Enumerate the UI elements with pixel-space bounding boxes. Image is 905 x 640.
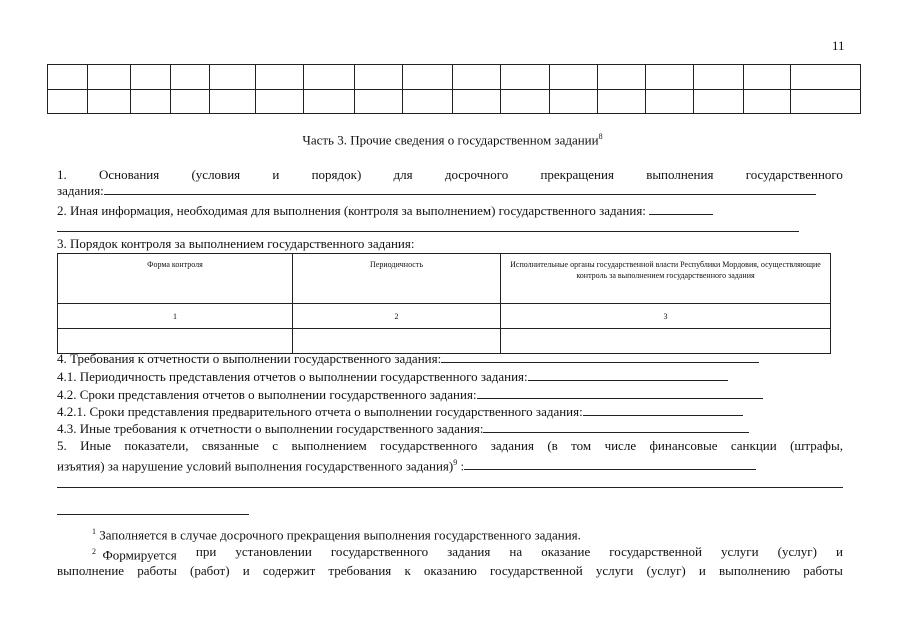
footnote-1: $^1$ Заполняется в случае досрочного прекращения выполнения государственного задания. [92,527,581,543]
column-number: 3 [501,304,831,329]
item-4-2-1: 4.2.1. Сроки представления предварительного отчета о выполнении государственного задания: [57,404,743,420]
footnote-mark: 2 [92,547,96,556]
fill-line [464,458,756,470]
fill-line [649,203,713,215]
footnote-ref: 8 [598,132,603,141]
page-number: 11 [832,38,845,53]
item-4-2: 4.2. Сроки представления отчетов о выполнении государственного задания: [57,387,763,403]
column-header: Исполнительные органы государственной власти Республики Мордовия, осуществляющие контроль за выполнением государственного задания [501,254,831,304]
blank-rule [57,231,799,232]
column-header: Форма контроля [58,254,293,304]
column-header: Периодичность [293,254,501,304]
fill-line [477,387,763,399]
footnote-ref: 9 [453,458,458,467]
item-2: 2. Иная информация, необходимая для выполнения (контроля за выполнением) государственного задания: [57,203,713,219]
continuation-table [47,64,861,114]
item-5-continuation: изъятия) за нарушение условий выполнения государственного задания)$^9$ : [57,455,756,474]
table-cell [58,329,293,354]
table-row [48,65,861,90]
control-table [57,253,831,354]
item-4-3: 4.3. Иные требования к отчетности о выполнении государственного задания: [57,421,749,437]
item-4: 4. Требования к отчетности о выполнении государственного задания: [57,351,759,367]
footnote-separator [57,514,249,515]
footnote-2-continuation: выполнение работы (работ) и содержит требования к оказанию государственной услуги (услуг) и выполнению работы [57,563,843,578]
table-cell [293,329,501,354]
fill-line [483,421,749,433]
fill-line [583,404,743,416]
fill-line [104,183,816,195]
table-header-row [58,254,831,304]
footnote-2: $^2$ Формируется при установлении государственного задания на оказание государственной услуги (услуг) и [92,544,843,563]
table-row [48,89,861,114]
item-1-line: 1. Основания (условия и порядок) для досрочного прекращения выполнения государственного [57,167,843,182]
table-cell [501,329,831,354]
table-row [58,329,831,354]
column-number: 1 [58,304,293,329]
column-number: 2 [293,304,501,329]
footnote-mark: 1 [92,527,96,536]
table-row [58,304,831,329]
fill-line [528,369,728,381]
part-title: Часть 3. Прочие сведения о государственном задании$^8$ [302,132,603,148]
blank-rule [57,487,843,488]
fill-line [441,351,759,363]
item-3: 3. Порядок контроля за выполнением государственного задания: [57,236,415,251]
item-4-1: 4.1. Периодичность представления отчетов о выполнении государственного задания: [57,369,728,385]
item-5-line: 5. Иные показатели, связанные с выполнением государственного задания (в том числе финансовые санкции (штрафы, [57,438,843,453]
item-1-continuation: задания: [57,183,816,199]
